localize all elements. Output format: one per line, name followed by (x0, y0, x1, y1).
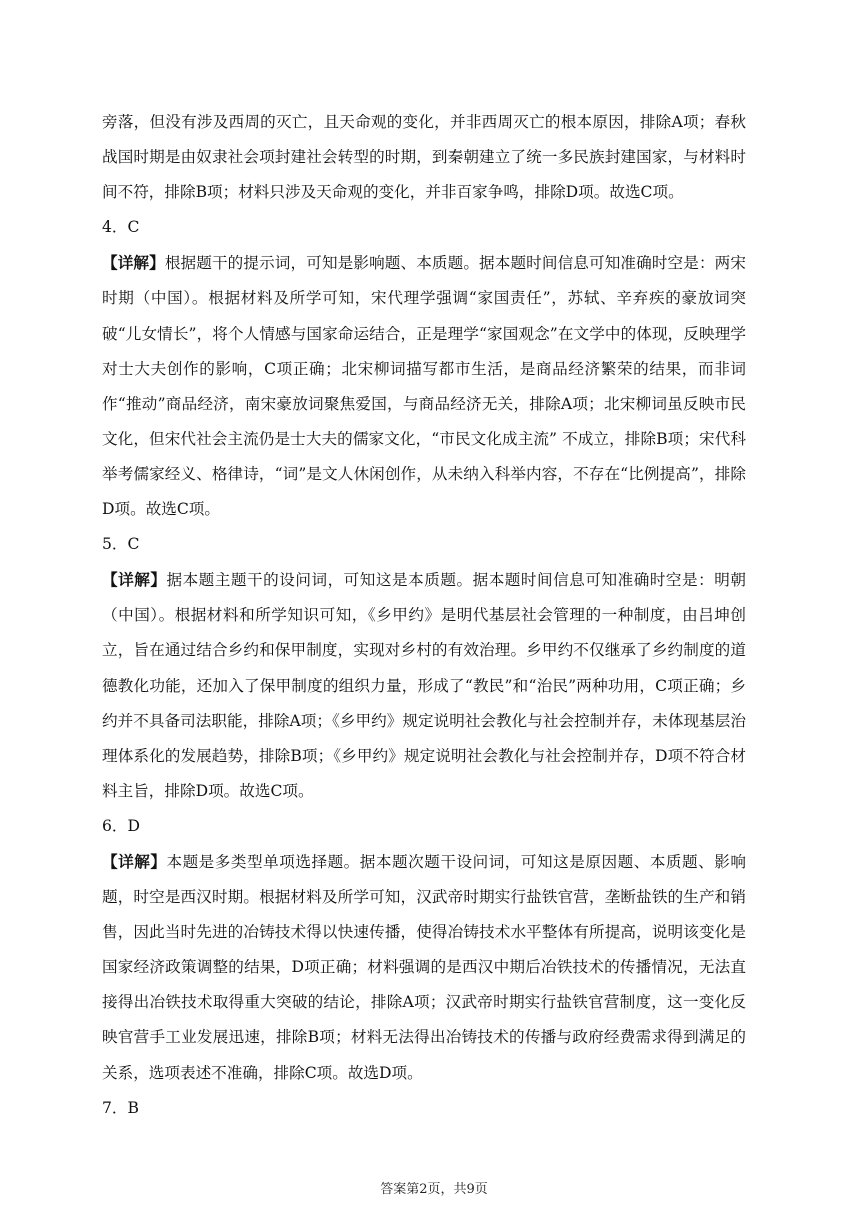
answer-number-7: 7．B (102, 1098, 139, 1117)
answer-content (102, 105, 746, 1126)
explanation-tag: 【详解】 (102, 253, 165, 273)
answer-number-5: 5．C (102, 535, 140, 554)
explanation-tag: 【详解】 (102, 851, 167, 871)
explanation-tag: 【详解】 (102, 570, 167, 590)
explanation-6 (102, 844, 746, 1091)
answer-number-6: 6．D (102, 816, 141, 835)
explanation-4 (102, 245, 746, 527)
answer-number-4: 4．C (102, 218, 140, 237)
explanation-body: 据本题主题干的设问词，可知这是本质题。据本题时间信息可知准确时空是：明朝（中国）。根据材料和所学知识可知，《乡甲约》是明代基层社会管理的一种制度，由吕坤创立，旨在通过结合乡约和保甲制度，实现对乡村的有效治理。乡甲约不仅继承了乡约制度的道德教化功能，还加入了保甲制度的组织力量，形成了“教民”和“治民”两种功用，C项正确；乡约并不具备司法职能，排除A项；《乡甲约》规定说明社会教化与社会控制并存，未体现基层治理体系化的发展趋势，排除B项；《乡甲约》规定说明社会教化与社会控制并存，D项不符合材料主旨，排除D项。故选C项。 (102, 571, 746, 800)
page-footer: 答案第2页，共9页 (380, 1182, 488, 1197)
explanation-body: 本题是多类型单项选择题。据本题次题干设问词，可知这是原因题、本质题、影响题，时空是西汉时期。根据材料及所学可知，汉武帝时期实行盐铁官营，垄断盐铁的生产和销售，因此当时先进的冶铸技术得以快速传播，使得冶铸技术水平整体有所提高，说明该变化是国家经济政策调整的结果，D项正确；材料强调的是西汉中期后冶铁技术的传播情况，无法直接得出冶铁技术取得重大突破的结论，排除A项；汉武帝时期实行盐铁官营制度，这一变化反映官营手工业发展迅速，排除B项；材料无法得出冶铸技术的传播与政府经费需求得到满足的关系，选项表述不准确，排除C项。故选D项。 (102, 852, 746, 1082)
explanation-5 (102, 562, 746, 809)
intro-paragraph: 旁落，但没有涉及西周的灭亡，且天命观的变化，并非西周灭亡的根本原因，排除A项；春秋战国时期是由奴隶社会项封建社会转型的时期，到秦朝建立了统一多民族封建国家，与材料时间不符，排除B项；材料只涉及天命观的变化，并非百家争鸣，排除D项。故选C项。 (102, 113, 746, 202)
explanation-body: 根据题干的提示词，可知是影响题、本质题。据本题时间信息可知准确时空是：两宋时期（中国）。根据材料及所学可知，宋代理学强调“家国责任”，苏轼、辛弃疾的豪放词突破“儿女情长”，将个人情感与国家命运结合，正是理学“家国观念”在文学中的体现，反映理学对士大夫创作的影响，C项正确；北宋柳词描写都市生活，是商品经济繁荣的结果，而非词作“推动”商品经济，南宋豪放词聚焦爱国，与商品经济无关，排除A项；北宋柳词虽反映市民文化，但宋代社会主流仍是士大夫的儒家文化，“市民文化成主流” 不成立，排除B项；宋代科举考儒家经义、格律诗，“词”是文人休闲创作，从未纳入科举内容，不存在“比例提高”，排除D项。故选C项。 (102, 254, 746, 519)
